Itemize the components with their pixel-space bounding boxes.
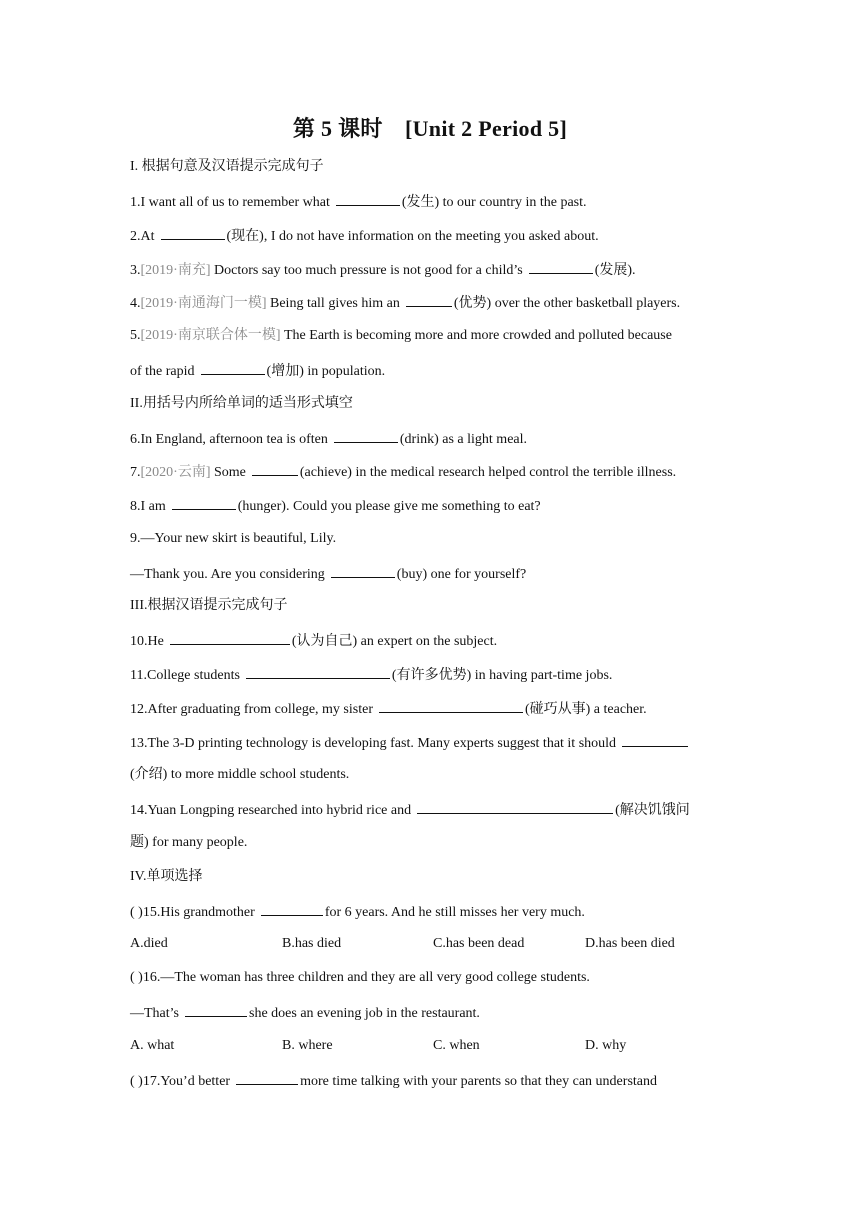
question-12 — [130, 699, 647, 719]
question-text: 8.I am — [130, 499, 166, 514]
question-hint: (认为自己) an expert on the subject. — [291, 634, 498, 649]
question-17 — [130, 1071, 657, 1091]
option-d[interactable]: D.has been died — [585, 936, 675, 951]
question-text: 14.Yuan Longping researched into hybrid rice and — [130, 803, 412, 818]
answer-blank[interactable] — [236, 1071, 298, 1085]
section-heading-1: I. 根据句意及汉语提示完成句子 — [130, 159, 324, 174]
question-2 — [130, 226, 599, 246]
answer-blank[interactable] — [622, 733, 688, 747]
option-b[interactable]: B.has died — [282, 936, 342, 951]
option-a[interactable]: A. what — [130, 1038, 175, 1053]
question-4: 4.[2019·南通海门一模] Being tall gives him an (优势) over the other basketball players. — [130, 293, 680, 313]
answer-blank[interactable] — [331, 564, 395, 578]
source-tag: [2019·南通海门一模] — [140, 296, 267, 311]
question-11 — [130, 665, 612, 685]
question-hint: (发生) to our country in the past. — [401, 195, 587, 210]
question-5: 5.[2019·南京联合体一模] The Earth is becoming more and more crowded and polluted because — [130, 328, 672, 343]
question-14-cont: 题) for many people. — [130, 835, 248, 850]
option-c[interactable]: C.has been dead — [433, 936, 525, 951]
question-text: —That’s — [130, 1006, 179, 1021]
question-text: 6.In England, afternoon tea is often — [130, 432, 328, 447]
question-hint: (achieve) in the medical research helped control the terrible illness. — [299, 465, 677, 480]
question-8 — [130, 496, 541, 516]
question-text: Some — [210, 465, 246, 480]
answer-blank[interactable] — [379, 699, 523, 713]
question-text: 16.—The woman has three children and they are all very good college students. — [142, 970, 590, 985]
question-text: —Thank you. Are you considering — [130, 567, 325, 582]
answer-blank[interactable] — [529, 260, 593, 274]
question-text: 2.At — [130, 229, 155, 244]
answer-blank[interactable] — [334, 429, 398, 443]
page-title: 第 5 课时 [Unit 2 Period 5] — [292, 116, 568, 141]
source-tag: [2020·云南] — [140, 465, 211, 480]
question-hint: (现在), I do not have information on the meeting you asked about. — [226, 229, 599, 244]
answer-paren[interactable]: ( ) — [130, 970, 143, 985]
option-a[interactable]: A.died — [130, 936, 168, 951]
option-d[interactable]: D. why — [585, 1038, 627, 1053]
question-9-reply — [130, 564, 526, 584]
question-hint: (有许多优势) in having part-time jobs. — [391, 668, 613, 683]
question-1 — [130, 192, 587, 212]
question-text: 10.He — [130, 634, 164, 649]
answer-paren[interactable]: ( ) — [130, 1074, 143, 1089]
answer-blank[interactable] — [170, 631, 290, 645]
section-heading-2: II.用括号内所给单词的适当形式填空 — [130, 396, 353, 411]
answer-blank[interactable] — [406, 293, 452, 307]
question-rest: for 6 years. And he still misses her very much. — [324, 905, 585, 920]
question-text: Being tall gives him an — [266, 296, 400, 311]
question-hint: (解决饥饿问 — [615, 803, 690, 818]
section-heading-3: III.根据汉语提示完成句子 — [130, 598, 288, 613]
answer-paren[interactable]: ( ) — [130, 905, 143, 920]
question-text: The Earth is becoming more and more crowded and polluted because — [280, 328, 672, 343]
question-hint: (hunger). Could you please give me something to eat? — [237, 499, 541, 514]
question-hint: (优势) over the other basketball players. — [453, 296, 681, 311]
source-tag: [2019·南充] — [140, 263, 211, 278]
question-15 — [130, 902, 585, 922]
question-rest: she does an evening job in the restaurant. — [249, 1006, 480, 1021]
question-9: 9.—Your new skirt is beautiful, Lily. — [130, 531, 337, 546]
question-text: 17.You’d better — [142, 1074, 231, 1089]
question-hint: (drink) as a light meal. — [399, 432, 528, 447]
answer-blank[interactable] — [161, 226, 225, 240]
question-text: of the rapid — [130, 364, 195, 379]
question-text: 13.The 3-D printing technology is developing fast. Many experts suggest that it should — [130, 736, 617, 751]
question-text: Doctors say too much pressure is not good for a child’s — [210, 263, 523, 278]
question-16 — [130, 969, 590, 987]
option-b[interactable]: B. where — [282, 1038, 333, 1053]
question-14 — [130, 800, 690, 820]
question-16-reply — [130, 1003, 480, 1023]
question-6 — [130, 429, 527, 449]
question-hint: (buy) one for yourself? — [396, 567, 527, 582]
question-10 — [130, 631, 497, 651]
answer-blank[interactable] — [336, 192, 400, 206]
question-text: 11.College students — [130, 668, 240, 683]
answer-blank[interactable] — [185, 1003, 247, 1017]
question-text: 1.I want all of us to remember what — [130, 195, 330, 210]
question-text: 15.His grandmother — [142, 905, 255, 920]
answer-blank[interactable] — [201, 361, 265, 375]
question-7: 7.[2020·云南] Some (achieve) in the medical research helped control the terrible illness. — [130, 462, 676, 482]
answer-blank[interactable] — [417, 800, 613, 814]
option-c[interactable]: C. when — [433, 1038, 480, 1053]
answer-blank[interactable] — [261, 902, 323, 916]
section-heading-4: IV.单项选择 — [130, 869, 203, 884]
answer-blank[interactable] — [172, 496, 236, 510]
question-hint: (碰巧从事) a teacher. — [524, 702, 647, 717]
question-text: 12.After graduating from college, my sister — [130, 702, 373, 717]
answer-blank[interactable] — [246, 665, 390, 679]
question-13-cont: (介绍) to more middle school students. — [130, 767, 350, 782]
answer-blank[interactable] — [252, 462, 298, 476]
question-hint: (发展). — [594, 263, 636, 278]
question-13 — [130, 733, 690, 753]
source-tag: [2019·南京联合体一模] — [140, 328, 281, 343]
question-5-cont — [130, 361, 385, 381]
question-rest: more time talking with your parents so that they can understand — [300, 1074, 657, 1089]
question-hint: (增加) in population. — [266, 364, 386, 379]
question-3: 3.[2019·南充] Doctors say too much pressure is not good for a child’s (发展). — [130, 260, 636, 280]
